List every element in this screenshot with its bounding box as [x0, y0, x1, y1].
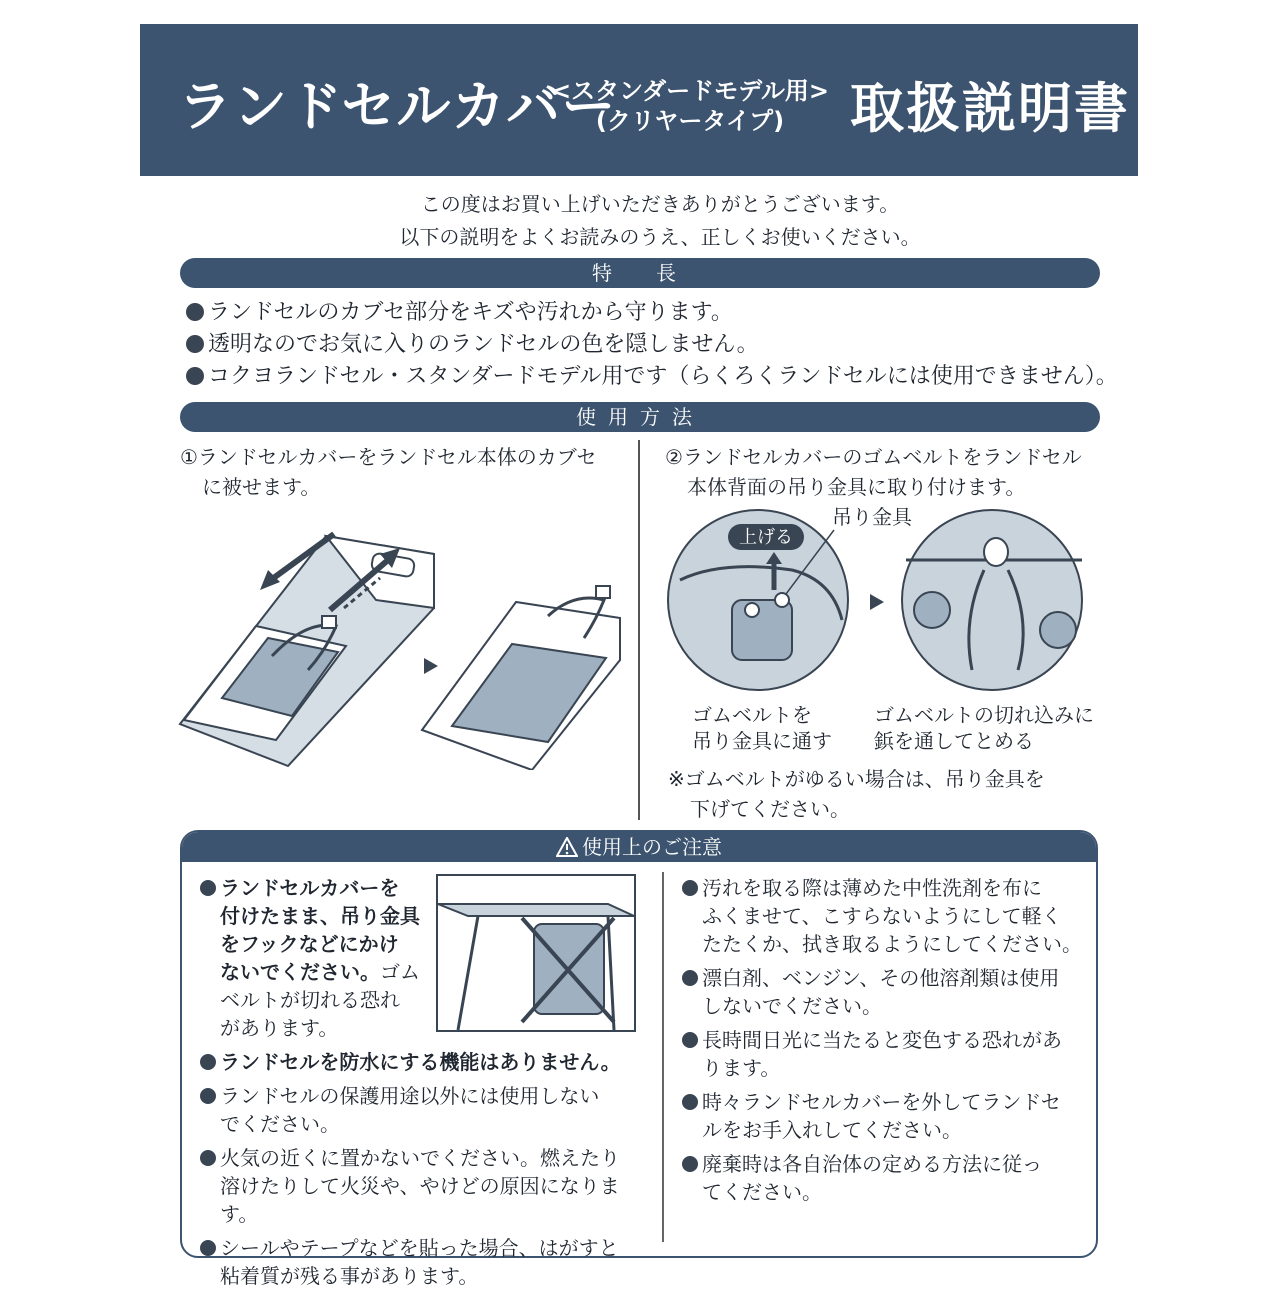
intro-line-1: この度はお買い上げいただきありがとうございます。	[420, 192, 900, 216]
bullet-icon	[682, 1032, 698, 1048]
feature-item: 透明なのでお気に入りのランドセルの色を隠しません。	[186, 329, 1126, 361]
usage-step-1: ①ランドセルカバーをランドセル本体のカブセ に被せます。	[180, 445, 597, 499]
cautions-right-column	[682, 874, 1092, 1212]
caution-item: 廃棄時は各自治体の定める方法に従っ てください。	[682, 1150, 1092, 1206]
bullet-icon	[682, 970, 698, 986]
product-title: ランドセルカバー	[178, 75, 617, 138]
bullet-icon	[186, 367, 204, 385]
intro-text	[180, 188, 1140, 254]
bullet-icon	[186, 303, 204, 321]
caution-item: ランドセルを防水にする機能はありません。	[200, 1048, 640, 1076]
bullet-icon	[200, 1150, 216, 1166]
caution-item: 汚れを取る際は薄めた中性洗剤を布に ふくませて、こすらないようにして軽く たたくか、拭き取るようにしてください。	[682, 874, 1092, 958]
bullet-icon	[200, 1240, 216, 1256]
next-arrow-icon	[870, 594, 884, 610]
manual-title: 取扱説明書	[850, 77, 1130, 140]
caption-fasten: ゴムベルトの切れ込みに 鋲を通してとめる	[874, 703, 1094, 753]
caption-pass-through: ゴムベルトを 吊り金具に通す	[692, 703, 832, 753]
product-subtitle	[540, 76, 840, 136]
cautions-heading: 使用上のご注意	[182, 832, 1096, 862]
next-arrow-icon	[424, 658, 438, 674]
bullet-icon	[682, 1156, 698, 1172]
caution-item: 長時間日光に当たると変色する恐れがあ ります。	[682, 1026, 1092, 1082]
caution-item: 漂白剤、ベンジン、その他溶剤類は使用 しないでください。	[682, 964, 1092, 1020]
cover-attach-illustration	[176, 520, 636, 770]
loose-belt-note: ※ゴムベルトがゆるい場合は、吊り金具を 下げてください。	[668, 767, 1045, 821]
bullet-icon	[682, 880, 698, 896]
bullet-icon	[682, 1094, 698, 1110]
usage-heading: 使用方法	[180, 402, 1100, 432]
cautions-panel	[180, 830, 1098, 1288]
bullet-icon	[200, 1054, 216, 1070]
usage-step-2: ②ランドセルカバーのゴムベルトをランドセル 本体背面の吊り金具に取り付けます。	[665, 445, 1082, 499]
hook-label: 吊り金具	[832, 505, 912, 529]
caution-item: 火気の近くに置かないでください。燃えたり 溶けたりして火災や、やけどの原因になります。	[200, 1144, 640, 1228]
features-heading: 特 長	[180, 258, 1100, 288]
raise-label: 上げる	[739, 527, 793, 548]
caution-item: シールやテープなどを貼った場合、はがすと 粘着質が残る事があります。	[200, 1234, 640, 1290]
features-list	[186, 297, 1126, 393]
bullet-icon	[186, 335, 204, 353]
intro-line-2: 以下の説明をよくお読みのうえ、正しくお使いください。	[399, 225, 921, 249]
caution-item: ランドセルの保護用途以外には使用しない でください。	[200, 1082, 640, 1138]
bullet-icon	[200, 880, 216, 896]
detail-circle-right	[902, 510, 1082, 690]
caution-item: 時々ランドセルカバーを外してランドセ ルをお手入れしてください。	[682, 1088, 1092, 1144]
feature-item: コクヨランドセル・スタンダードモデル用です（らくろくランドセルには使用できません）。	[186, 361, 1126, 393]
no-hanging-illustration	[436, 874, 636, 1032]
feature-item: ランドセルのカブセ部分をキズや汚れから守ります。	[186, 297, 1126, 329]
subtitle-model: <スタンダードモデル用>	[550, 77, 830, 105]
usage-divider	[638, 440, 640, 820]
bullet-icon	[200, 1088, 216, 1104]
bag-with-cover-after	[422, 586, 620, 770]
bag-with-cover-before	[180, 536, 434, 766]
title-banner	[140, 24, 1138, 176]
subtitle-type: (クリヤータイプ)	[595, 107, 785, 135]
hook-attach-illustration	[662, 500, 1102, 700]
cautions-divider	[662, 872, 664, 1242]
caution-item: ランドセルカバーを 付けたまま、吊り金具 をフックなどにかけ ないでください。ゴム ベルトが切れる恐れ があります。	[200, 874, 640, 1042]
warning-icon	[556, 837, 578, 857]
